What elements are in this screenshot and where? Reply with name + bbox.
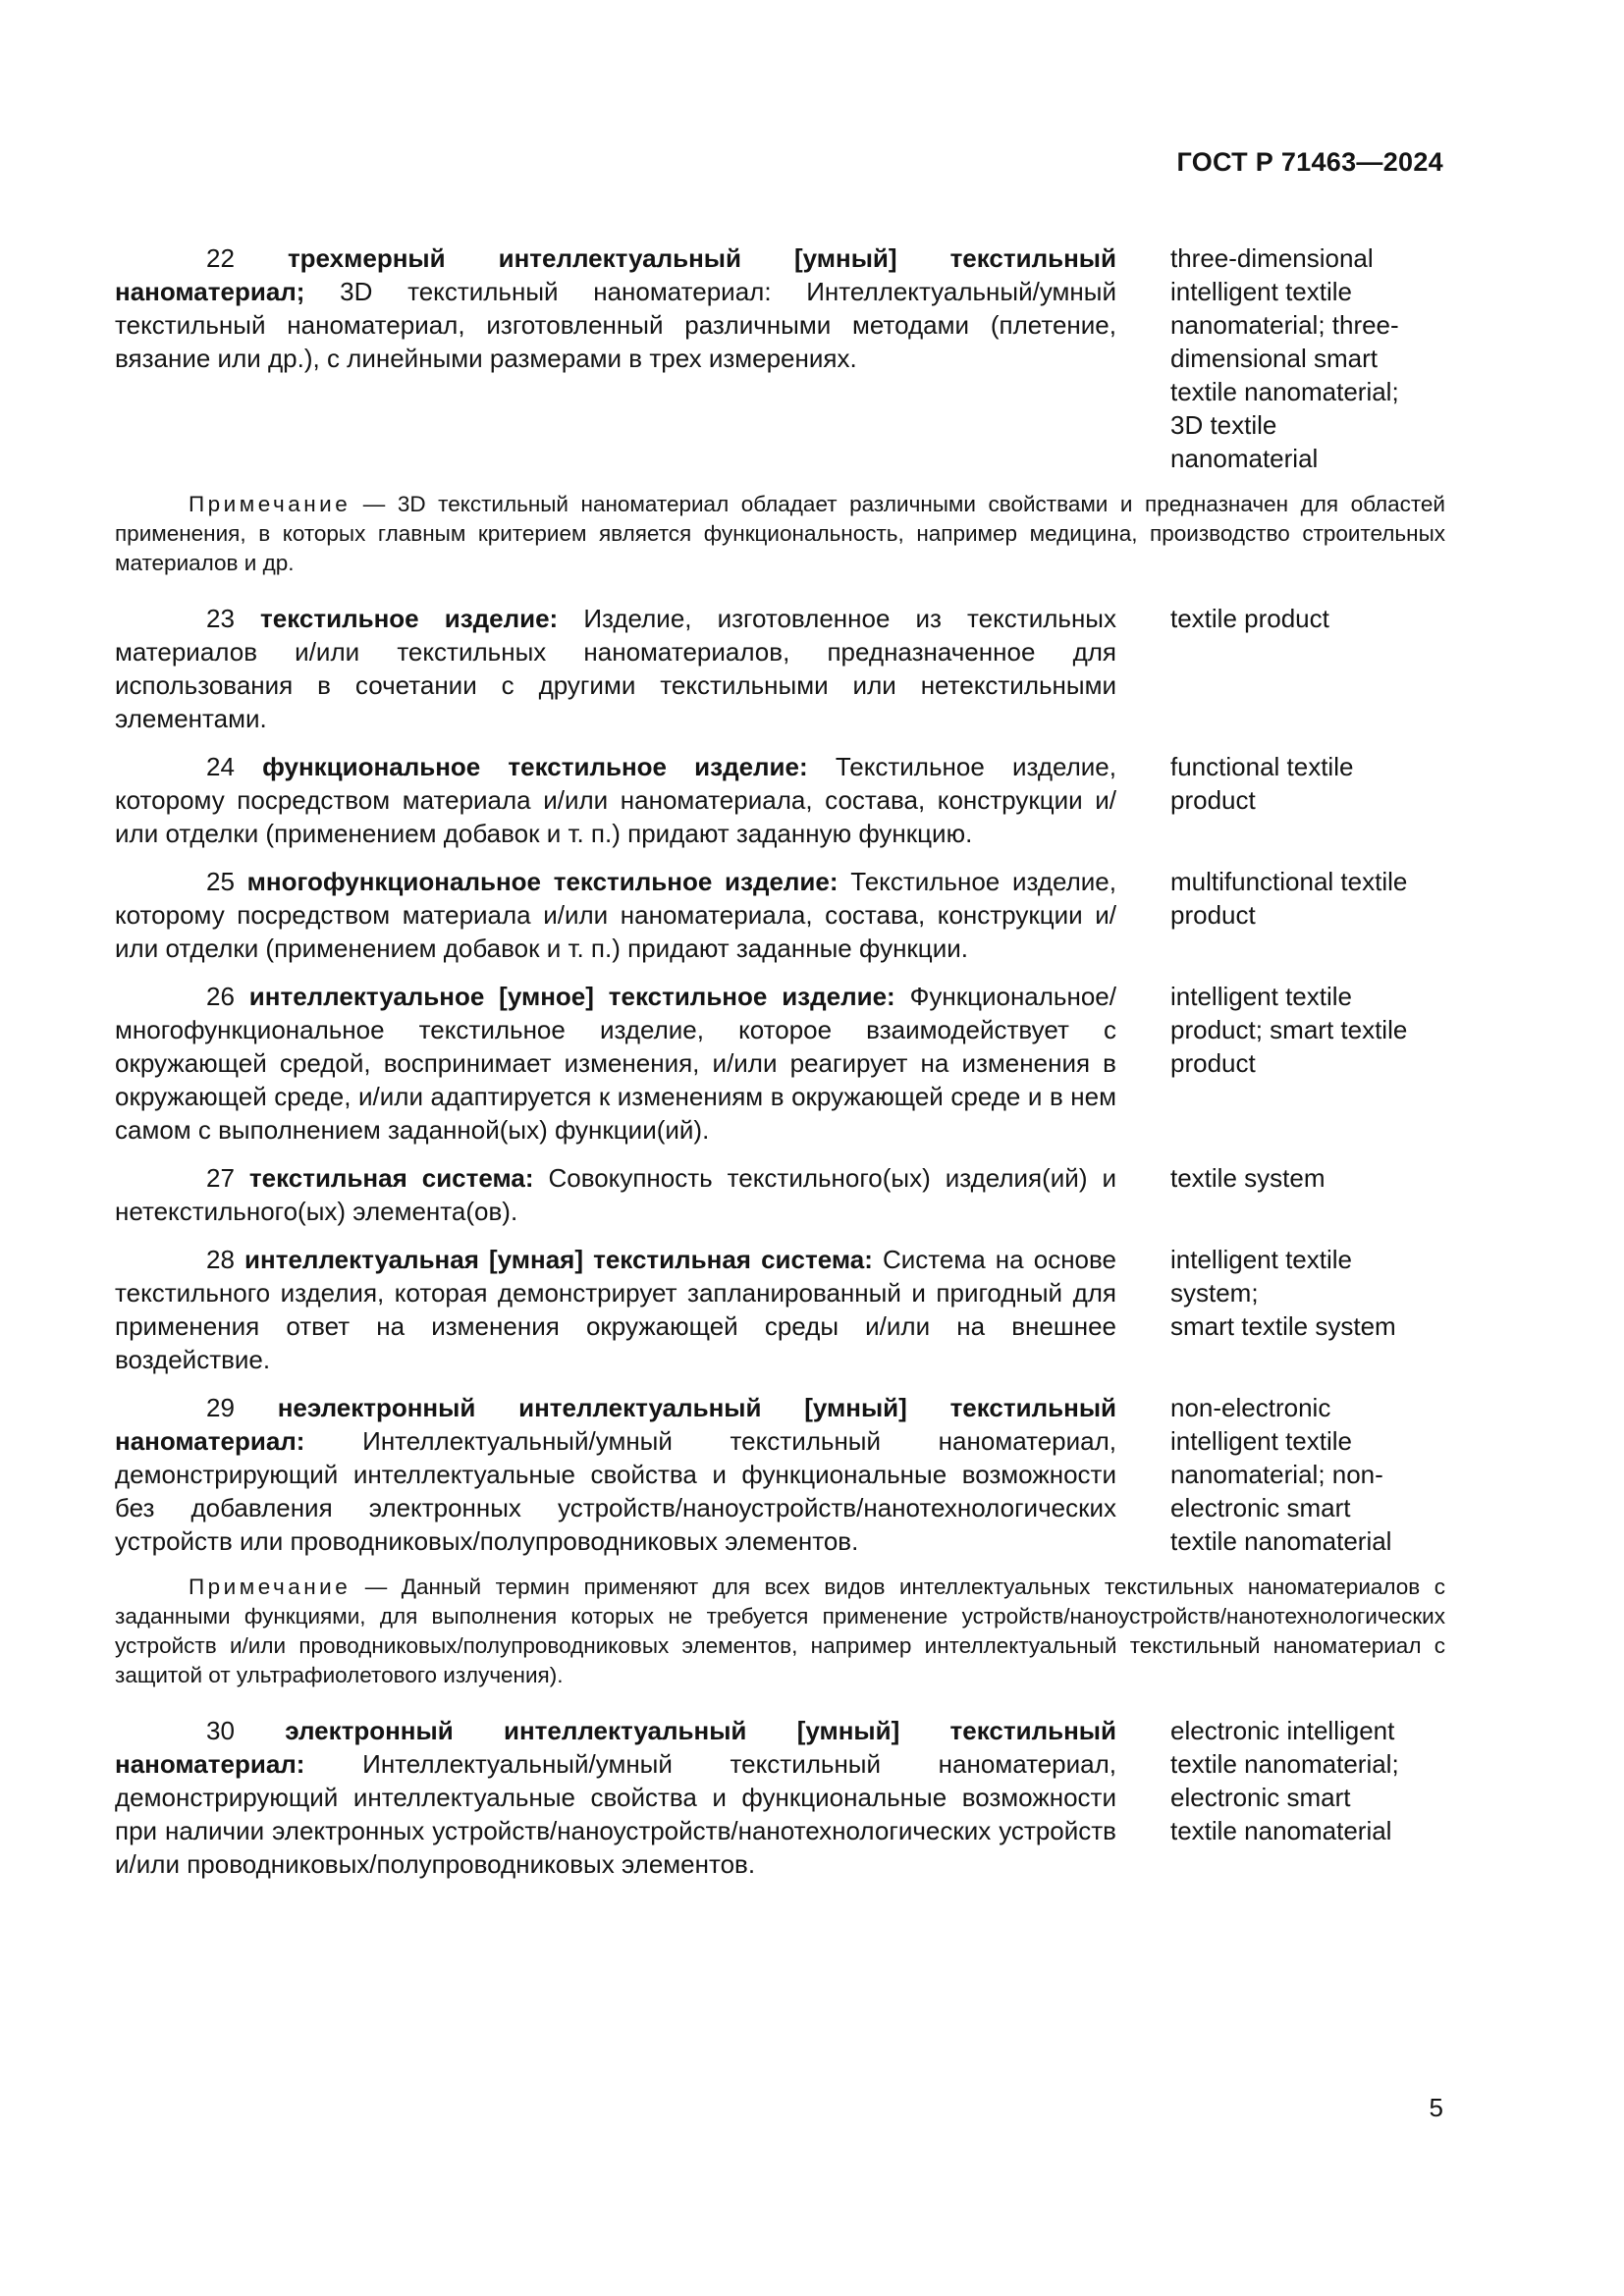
english-term-line: textile nanomaterial	[1170, 1526, 1392, 1556]
term-entry	[115, 750, 1445, 850]
english-term-line: three-dimensional	[1170, 243, 1374, 273]
english-term-line: product	[1170, 785, 1256, 815]
term-number: 28	[206, 1245, 235, 1274]
document-code: ГОСТ Р 71463—2024	[1176, 147, 1443, 177]
english-term-line: functional textile	[1170, 752, 1354, 781]
term-name: неэлектронный интеллектуальный [умный] текстильный наноматериал:	[115, 1393, 1117, 1456]
english-term-line: textile product	[1170, 604, 1329, 633]
english-term-line: textile nanomaterial;	[1170, 377, 1399, 406]
note	[115, 490, 1445, 578]
note-label: Примечание	[189, 492, 352, 516]
english-term-line: product	[1170, 1048, 1256, 1078]
term-definition	[115, 980, 1116, 1147]
term-name: трехмерный интеллектуальный [умный] текстильный наноматериал;	[115, 243, 1116, 306]
english-term-line: electronic smart	[1170, 1493, 1351, 1522]
english-equivalent	[1170, 1714, 1445, 1881]
term-entry	[115, 1161, 1445, 1228]
english-term-line: nanomaterial; three-	[1170, 310, 1399, 340]
term-definition	[115, 865, 1116, 965]
term-number: 23	[206, 604, 235, 633]
english-term-line: textile system	[1170, 1163, 1326, 1193]
english-term-line: product; smart textile	[1170, 1015, 1408, 1044]
term-entry	[115, 241, 1445, 475]
english-term-line: non-electronic	[1170, 1393, 1331, 1422]
note-text: — 3D текстильный наноматериал обладает различными свойствами и предназначен для областей применения, в которых главным критерием является функциональность, например медицина, производство строительных материалов и др.	[115, 492, 1445, 575]
english-equivalent	[1170, 750, 1445, 850]
definition-text: Изделие, изготовленное из текстильных материалов и/или текстильных наноматериалов, предназначенное для использования в сочетании с другими текстильными или нетекстильными элементами.	[115, 604, 1116, 733]
english-equivalent	[1170, 1161, 1445, 1228]
english-term-line: smart textile system	[1170, 1311, 1396, 1341]
term-entry	[115, 1391, 1445, 1558]
english-equivalent	[1170, 1243, 1445, 1376]
english-equivalent	[1170, 865, 1445, 965]
english-term-line: 3D textile	[1170, 410, 1277, 440]
definition-text: Система на основе текстильного изделия, которая демонстрирует запланированный и пригодный для применения ответ на изменения окружающей среды и/или на внешнее воздействие.	[115, 1245, 1116, 1374]
definition-text: Интеллектуальный/умный текстильный наноматериал, демонстрирующий интеллектуальные свойства и функциональные возможности при наличии электронных устройств/наноустройств/нанотехнологических устройств и/или проводниковых/полупроводниковых элементов.	[115, 1749, 1116, 1879]
english-term-line: electronic smart	[1170, 1783, 1351, 1812]
note-label: Примечание	[189, 1575, 352, 1599]
definition-text: 3D текстильный наноматериал: Интеллектуальный/умный текстильный наноматериал, изготовленный различными методами (плетение, вязание или др.), с линейными размерами в трех измерениях.	[115, 277, 1116, 373]
term-name: электронный интеллектуальный [умный] текстильный наноматериал:	[115, 1716, 1116, 1779]
english-term-line: intelligent textile	[1170, 1426, 1352, 1456]
term-number: 25	[206, 867, 235, 896]
term-definition	[115, 241, 1116, 475]
english-equivalent	[1170, 241, 1445, 475]
english-equivalent	[1170, 1391, 1445, 1558]
term-number: 30	[206, 1716, 235, 1745]
term-definition	[115, 602, 1116, 735]
term-number: 22	[206, 243, 235, 273]
english-term-line: textile nanomaterial;	[1170, 1749, 1399, 1779]
term-entry	[115, 865, 1445, 965]
term-entry	[115, 980, 1445, 1147]
english-equivalent	[1170, 980, 1445, 1147]
english-term-line: intelligent textile	[1170, 1245, 1352, 1274]
note	[115, 1573, 1445, 1690]
note-text: — Данный термин применяют для всех видов интеллектуальных текстильных наноматериалов с заданными функциями, для выполнения которых не требуется применение устройств/наноустройств/нанотехнологических устройств и/или проводниковых/полупроводниковых элементов, например интеллектуальный текстильный наноматериал с защитой от ультрафиолетового излучения).	[115, 1575, 1445, 1687]
english-term-line: intelligent textile	[1170, 277, 1352, 306]
definition-text: Текстильное изделие, которому посредством материала и/или наноматериала, состава, конструкции и/или отделки (применением добавок и т. п.) придают заданную функцию.	[115, 752, 1116, 848]
english-term-line: multifunctional textile	[1170, 867, 1408, 896]
english-term-line: electronic intelligent	[1170, 1716, 1395, 1745]
term-definition	[115, 1391, 1116, 1558]
definition-text: Совокупность текстильного(ых) изделия(ий) и нетекстильного(ых) элемента(ов).	[115, 1163, 1116, 1226]
english-term-line: nanomaterial	[1170, 444, 1319, 473]
term-name: многофункциональное текстильное изделие:	[246, 867, 839, 896]
english-term-line: system;	[1170, 1278, 1259, 1308]
term-definition	[115, 1243, 1116, 1376]
english-term-line: nanomaterial; non-	[1170, 1460, 1383, 1489]
english-term-line: product	[1170, 900, 1256, 930]
term-number: 29	[206, 1393, 235, 1422]
term-entry	[115, 1243, 1445, 1376]
english-term-line: textile nanomaterial	[1170, 1816, 1392, 1845]
definition-text: Функциональное/многофункциональное текстильное изделие, которое взаимодействует с окружающей средой, воспринимает изменения, и/или реагирует на изменения в окружающей среде, и/или адаптируется к изменениям в окружающей среде и в нем самом с выполнением заданной(ых) функции(ий).	[115, 982, 1116, 1145]
english-term-line: intelligent textile	[1170, 982, 1352, 1011]
term-entry	[115, 602, 1445, 735]
term-entry	[115, 1714, 1445, 1881]
english-equivalent	[1170, 602, 1445, 735]
term-name: интеллектуальное [умное] текстильное изделие:	[248, 982, 895, 1011]
term-definition	[115, 750, 1116, 850]
term-number: 24	[206, 752, 235, 781]
term-definition	[115, 1714, 1116, 1881]
term-name: функциональное текстильное изделие:	[262, 752, 808, 781]
term-definition	[115, 1161, 1116, 1228]
term-name: интеллектуальная [умная] текстильная система:	[244, 1245, 873, 1274]
page-number: 5	[1429, 2093, 1443, 2122]
english-term-line: dimensional smart	[1170, 344, 1378, 373]
term-number: 26	[206, 982, 235, 1011]
definition-text: Текстильное изделие, которому посредством материала и/или наноматериала, состава, конструкции и/или отделки (применением добавок и т. п.) придают заданные функции.	[115, 867, 1116, 963]
term-name: текстильное изделие:	[260, 604, 559, 633]
definition-text: Интеллектуальный/умный текстильный наноматериал, демонстрирующий интеллектуальные свойства и функциональные возможности без добавления электронных устройств/наноустройств/нанотехнологических устройств или проводниковых/полупроводниковых элементов.	[115, 1426, 1116, 1556]
term-number: 27	[206, 1163, 235, 1193]
terms-list	[115, 241, 1445, 1896]
term-name: текстильная система:	[248, 1163, 534, 1193]
